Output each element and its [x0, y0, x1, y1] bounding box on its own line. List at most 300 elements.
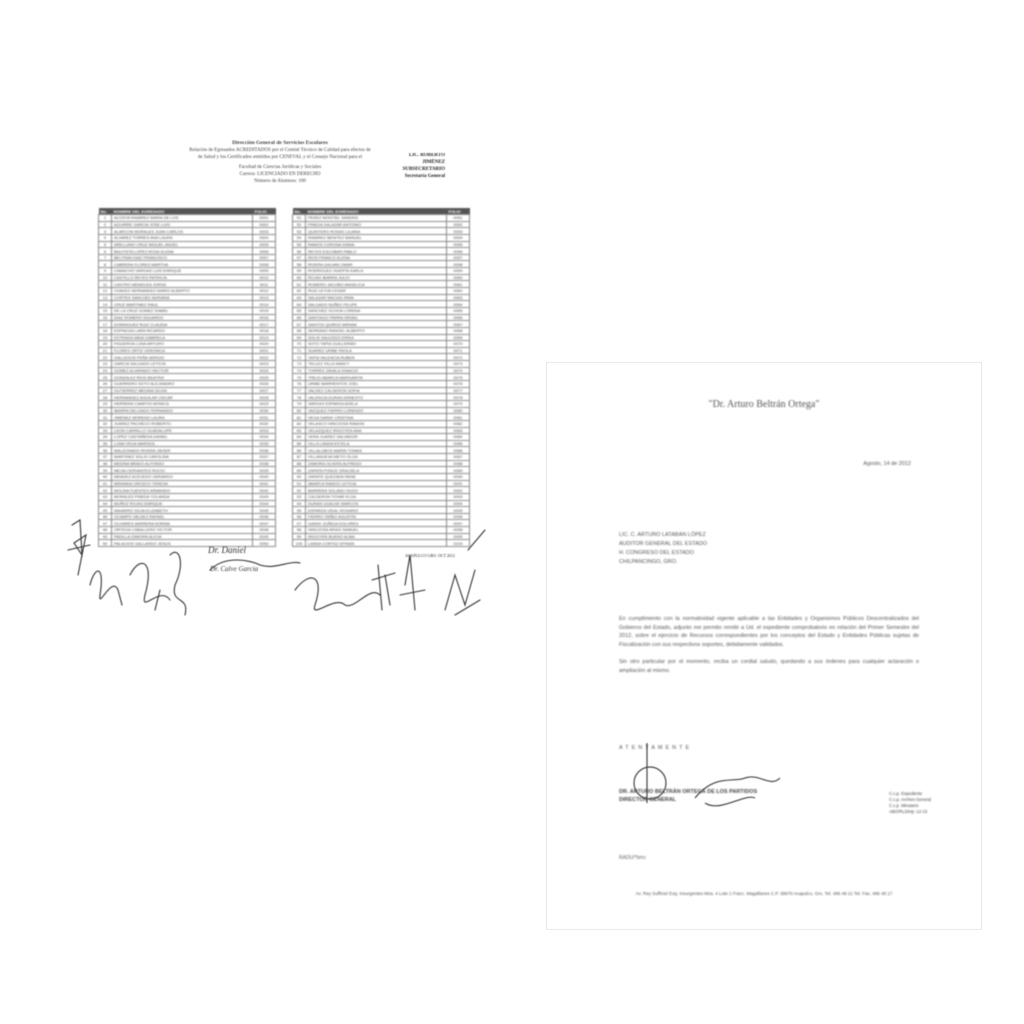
- row-number: 43: [99, 493, 112, 500]
- row-name: VILLALOBOS MARIN TOMAS: [306, 447, 447, 454]
- row-value: 0012: [253, 288, 276, 295]
- row-value: 0003: [253, 228, 276, 235]
- row-value: 0043: [253, 493, 276, 500]
- signature-date: ACAPULCO GRO. OCT 2012: [405, 553, 455, 558]
- list-column-right: [292, 208, 470, 547]
- row-name: MIRANDA OROZCO TERESA: [112, 480, 253, 487]
- table-row: [99, 467, 276, 474]
- row-name: BARRERA SOLANO HUGO: [306, 487, 447, 494]
- table-row: [293, 414, 470, 421]
- row-number: 71: [293, 347, 306, 354]
- row-value: 0007: [253, 254, 276, 261]
- row-name: ZARATE QUEZADA RENE: [306, 473, 447, 480]
- row-number: 70: [293, 341, 306, 348]
- row-value: 0023: [253, 361, 276, 368]
- table-row: [99, 394, 276, 401]
- row-name: TREJO ABARCA MARGARITA: [306, 374, 447, 381]
- row-value: 0052: [447, 221, 470, 228]
- row-number: 61: [293, 281, 306, 288]
- row-name: JUAREZ PACHECO ROBERTO: [112, 420, 253, 427]
- row-value: 0001: [253, 215, 276, 222]
- row-name: LUNA VEGA MARISOL: [112, 440, 253, 447]
- table-row: [293, 314, 470, 321]
- row-name: SUAREZ URIBE PAOLA: [306, 347, 447, 354]
- row-number: 67: [293, 321, 306, 328]
- row-number: 40: [99, 473, 112, 480]
- table-row: [293, 400, 470, 407]
- row-number: 55: [293, 241, 306, 248]
- row-name: MENDEZ ACEVEDO GERARDO: [112, 473, 253, 480]
- header-line-6: Número de Alumnos: 100: [254, 179, 306, 184]
- row-number: 48: [99, 527, 112, 534]
- row-value: 0046: [253, 513, 276, 520]
- signatures-area: [60, 515, 500, 635]
- row-name: CABRERA FLORES MARTHA: [112, 261, 253, 268]
- row-value: 0037: [253, 454, 276, 461]
- row-number: 7: [99, 254, 112, 261]
- row-number: 76: [293, 381, 306, 388]
- row-value: 0031: [253, 414, 276, 421]
- row-name: DE LA CRUZ GOMEZ ISABEL: [112, 307, 253, 314]
- row-name: BELTRAN DIAZ FRANCISCO: [112, 254, 253, 261]
- row-number: 36: [99, 447, 112, 454]
- row-number: 69: [293, 334, 306, 341]
- row-number: 17: [99, 321, 112, 328]
- row-name: MUÑOZ ROJAS ENRIQUE: [112, 500, 253, 507]
- row-number: 25: [99, 374, 112, 381]
- row-number: 77: [293, 387, 306, 394]
- table-row: [99, 460, 276, 467]
- row-value: 0038: [253, 460, 276, 467]
- row-value: 0085: [447, 440, 470, 447]
- header-line-5: Carrera: LICENCIADO EN DERECHO: [239, 172, 321, 177]
- table-row: [99, 248, 276, 255]
- table-row: [99, 241, 276, 248]
- row-value: 0084: [447, 434, 470, 441]
- official-letter: [546, 362, 982, 930]
- row-value: 0074: [447, 367, 470, 374]
- table-row: [293, 500, 470, 507]
- row-value: 0087: [447, 454, 470, 461]
- table-row: [99, 347, 276, 354]
- table-row: [99, 354, 276, 361]
- row-number: 87: [293, 454, 306, 461]
- row-name: VEGA GARAY CRISTINA: [306, 414, 447, 421]
- ccp-line-2: C.c.p. Archivo General: [889, 797, 931, 802]
- table-row: [293, 407, 470, 414]
- row-value: 0045: [253, 507, 276, 514]
- row-name: REYES ESCOBAR PABLO: [306, 248, 447, 255]
- row-number: 5: [99, 241, 112, 248]
- table-row: [293, 420, 470, 427]
- table-row: [99, 327, 276, 334]
- row-value: 0029: [253, 400, 276, 407]
- row-value: 0028: [253, 394, 276, 401]
- table-row: [293, 387, 470, 394]
- table-row: [99, 367, 276, 374]
- row-number: 34: [99, 434, 112, 441]
- row-number: 92: [293, 487, 306, 494]
- row-number: 53: [293, 228, 306, 235]
- paragraph-2: Sin otro particular por el momento, reciba un cordial saludo, quedando a sus órdenes para cualquier aclaración o ampliación al mismo.: [619, 659, 919, 674]
- row-number: 81: [293, 414, 306, 421]
- row-number: 46: [99, 513, 112, 520]
- table-row: [293, 268, 470, 275]
- stamp-line-1: LIC. ROBERTO JIMÉNEZ: [408, 153, 445, 165]
- table-row: [293, 248, 470, 255]
- row-name: GARCIA SALGADO LETICIA: [112, 361, 253, 368]
- row-value: 0041: [253, 480, 276, 487]
- table-row: [99, 493, 276, 500]
- row-value: 0080: [447, 407, 470, 414]
- row-value: 0075: [447, 374, 470, 381]
- row-name: CAMACHO VARGAS LUIS ENRIQUE: [112, 268, 253, 275]
- row-name: GUERRERO SOTO ALEJANDRO: [112, 381, 253, 388]
- table-row: [99, 294, 276, 301]
- table-row: [293, 467, 470, 474]
- row-number: 10: [99, 274, 112, 281]
- table-row: [293, 261, 470, 268]
- row-number: 4: [99, 234, 112, 241]
- row-name: LANDA CORTEZ EFRAIN: [306, 540, 447, 547]
- table-row: [99, 487, 276, 494]
- row-name: ESTRADA NAVA GABRIELA: [112, 334, 253, 341]
- row-value: 0026: [253, 381, 276, 388]
- row-name: FIERRO YAÑEZ AGUSTIN: [306, 513, 447, 520]
- row-name: MEDINA BRAVO ALFONSO: [112, 460, 253, 467]
- row-name: CHAVEZ HERNANDEZ MARIO ALBERTO: [112, 288, 253, 295]
- table-row: [293, 394, 470, 401]
- row-number: 62: [293, 288, 306, 295]
- row-value: 0086: [447, 447, 470, 454]
- table-row: [99, 480, 276, 487]
- row-value: 0081: [447, 414, 470, 421]
- row-value: 0030: [253, 407, 276, 414]
- row-number: 84: [293, 434, 306, 441]
- row-name: IRIGOYEN BUENO ALMA: [306, 533, 447, 540]
- table-row: [293, 221, 470, 228]
- row-value: 0058: [447, 261, 470, 268]
- row-value: 0049: [253, 533, 276, 540]
- row-value: 0034: [253, 434, 276, 441]
- row-number: 90: [293, 473, 306, 480]
- letter-body: [619, 615, 919, 684]
- col-value-header: FOLIO: [447, 208, 470, 215]
- row-number: 68: [293, 327, 306, 334]
- row-number: 60: [293, 274, 306, 281]
- row-value: 0008: [253, 261, 276, 268]
- row-number: 66: [293, 314, 306, 321]
- row-value: 0072: [447, 354, 470, 361]
- row-value: 0042: [253, 487, 276, 494]
- row-number: 3: [99, 228, 112, 235]
- row-value: 0055: [447, 241, 470, 248]
- row-name: PADILLA ZAMORA ALICIA: [112, 533, 253, 540]
- row-number: 12: [99, 288, 112, 295]
- table-row: [293, 215, 470, 222]
- row-number: 20: [99, 341, 112, 348]
- row-number: 89: [293, 467, 306, 474]
- table-row: [293, 327, 470, 334]
- row-number: 14: [99, 301, 112, 308]
- table-row: [293, 234, 470, 241]
- table-row: [293, 307, 470, 314]
- closing: ATENTAMENTE: [619, 745, 693, 751]
- signer-name: DR. ARTURO BELTRÁN ORTEGA DE LOS PARTIDOS: [619, 789, 758, 795]
- row-name: ALVAREZ TORRES ANA LAURA: [112, 234, 253, 241]
- letterhead: "Dr. Arturo Beltrán Ortega": [708, 399, 820, 410]
- table-row: [293, 460, 470, 467]
- table-row: [293, 440, 470, 447]
- row-value: 0018: [253, 327, 276, 334]
- table-row: [99, 427, 276, 434]
- row-value: 0066: [447, 314, 470, 321]
- signer-block: [619, 788, 757, 804]
- row-value: 0091: [447, 480, 470, 487]
- row-number: 94: [293, 500, 306, 507]
- row-number: 47: [99, 520, 112, 527]
- table-row: [99, 228, 276, 235]
- row-value: 0068: [447, 327, 470, 334]
- row-name: QUINTERO ROSAS LILIANA: [306, 228, 447, 235]
- row-value: 0099: [447, 533, 470, 540]
- row-value: 0027: [253, 387, 276, 394]
- row-number: 97: [293, 520, 306, 527]
- table-row: [293, 228, 470, 235]
- row-name: CRUZ MARTINEZ RAUL: [112, 301, 253, 308]
- row-name: CALDERON TOVAR ELSA: [306, 493, 447, 500]
- handwritten-signatures: [60, 515, 500, 635]
- table-row: [99, 221, 276, 228]
- table-row: [293, 254, 470, 261]
- row-name: SOTO TAPIA GUILLERMO: [306, 341, 447, 348]
- row-value: 0016: [253, 314, 276, 321]
- row-value: 0061: [447, 281, 470, 288]
- row-value: 0022: [253, 354, 276, 361]
- table-row: [293, 361, 470, 368]
- row-name: SANTOS QUIROZ MIRIAM: [306, 321, 447, 328]
- row-value: 0051: [447, 215, 470, 222]
- row-name: VILLANUEVA NIETO OLGA: [306, 454, 447, 461]
- row-number: 9: [99, 268, 112, 275]
- table-row: [293, 493, 470, 500]
- row-value: 0079: [447, 400, 470, 407]
- row-value: 0021: [253, 347, 276, 354]
- row-value: 0089: [447, 467, 470, 474]
- row-value: 0076: [447, 381, 470, 388]
- table-row: [99, 261, 276, 268]
- row-value: 0005: [253, 241, 276, 248]
- row-number: 21: [99, 347, 112, 354]
- row-name: VALDEZ CALDERON SOFIA: [306, 387, 447, 394]
- row-name: LEON CARRILLO GUADALUPE: [112, 427, 253, 434]
- row-number: 59: [293, 268, 306, 275]
- table-row: [99, 321, 276, 328]
- row-value: 0095: [447, 507, 470, 514]
- row-name: SANTIAGO PARRA ISRAEL: [306, 314, 447, 321]
- row-name: PINEDA SALAZAR ANTONIO: [306, 221, 447, 228]
- row-number: 85: [293, 440, 306, 447]
- row-number: 32: [99, 420, 112, 427]
- table-row: [99, 254, 276, 261]
- row-name: ROMERO JACOBO ANGELICA: [306, 281, 447, 288]
- row-number: 57: [293, 254, 306, 261]
- list-column-left: [98, 208, 276, 547]
- row-value: 0035: [253, 440, 276, 447]
- row-name: HERNANDEZ AGUILAR OSCAR: [112, 394, 253, 401]
- row-name: GALLEGOS PEÑA SERGIO: [112, 354, 253, 361]
- row-number: 6: [99, 248, 112, 255]
- row-value: 0063: [447, 294, 470, 301]
- row-value: 0033: [253, 427, 276, 434]
- row-number: 98: [293, 527, 306, 534]
- row-name: RIOS FRANCO ELENA: [306, 254, 447, 261]
- row-name: RUIZ LEYVA CESAR: [306, 288, 447, 295]
- row-value: 0050: [253, 540, 276, 547]
- row-number: 39: [99, 467, 112, 474]
- row-number: 42: [99, 487, 112, 494]
- table-row: [99, 234, 276, 241]
- row-number: 1: [99, 215, 112, 222]
- signer-title: DIRECTOR GENERAL: [619, 797, 677, 803]
- row-value: 0002: [253, 221, 276, 228]
- letter-date: Agosto, 14 de 2012: [863, 461, 911, 467]
- row-number: 52: [293, 221, 306, 228]
- row-value: 0097: [447, 520, 470, 527]
- signature-label-1: Dr. Daniel: [208, 545, 246, 555]
- row-value: 0094: [447, 500, 470, 507]
- row-value: 0092: [447, 487, 470, 494]
- row-name: GARAY ZUÑIGA DOLORES: [306, 520, 447, 527]
- row-number: 28: [99, 394, 112, 401]
- row-number: 80: [293, 407, 306, 414]
- row-name: MARTINEZ SOLIS CAROLINA: [112, 454, 253, 461]
- table-row: [99, 288, 276, 295]
- row-name: TELLEZ VILLA NANCY: [306, 361, 447, 368]
- row-name: RAMOS CORONA DIANA: [306, 241, 447, 248]
- table-row: [99, 414, 276, 421]
- row-number: 18: [99, 327, 112, 334]
- row-value: 0064: [447, 301, 470, 308]
- row-value: 0077: [447, 387, 470, 394]
- row-value: 0004: [253, 234, 276, 241]
- table-row: [99, 387, 276, 394]
- row-number: 56: [293, 248, 306, 255]
- row-number: 45: [99, 507, 112, 514]
- row-value: 0069: [447, 334, 470, 341]
- row-value: 0014: [253, 301, 276, 308]
- recipient-block: [619, 531, 707, 567]
- row-number: 26: [99, 381, 112, 388]
- paragraph-1: En cumplimiento con la normatividad vigente aplicable a las Entidades y Organismos Públicos Descentralizados del Gobierno del Estado, adjunto me permito remitir a Ud. el expediente comprobatorio en relación del Primer Semestre del 2012, sobre el ejercicio de Recursos correspondientes por los conceptos del Estado y Entidades Públicas sujetas de Fiscalización con sus respectivos soportes, debidamente validados.: [619, 616, 919, 648]
- row-number: 72: [293, 354, 306, 361]
- row-name: OCAMPO VALDEZ RAFAEL: [112, 513, 253, 520]
- row-value: 0073: [447, 361, 470, 368]
- header-line-2: Relación de Egresados ACREDITADOS por el Comité Técnico de Calidad para efectos de: [189, 148, 371, 153]
- row-name: ARELLANO CRUZ MIGUEL ANGEL: [112, 241, 253, 248]
- row-value: 0065: [447, 307, 470, 314]
- table-row: [99, 400, 276, 407]
- table-row: [99, 454, 276, 461]
- row-name: PEREZ MONTIEL SANDRA: [306, 215, 447, 222]
- row-value: 0071: [447, 347, 470, 354]
- row-number: 22: [99, 354, 112, 361]
- row-name: VELASCO HINOJOSA RAMON: [306, 420, 447, 427]
- row-name: TAPIA VALENCIA RUBEN: [306, 354, 447, 361]
- table-row: [99, 507, 276, 514]
- table-row: [293, 367, 470, 374]
- table-row: [293, 288, 470, 295]
- row-number: 65: [293, 307, 306, 314]
- recipient-line-3: H. CONGRESO DEL ESTADO: [619, 550, 694, 556]
- row-name: SALGADO NUÑEZ FELIPE: [306, 301, 447, 308]
- row-name: FLORES ORTIZ VERONICA: [112, 347, 253, 354]
- table-row: [293, 487, 470, 494]
- ccp-line-3: C.c.p. Minutario: [889, 803, 919, 808]
- table-row: [293, 334, 470, 341]
- row-value: 0053: [447, 228, 470, 235]
- row-number: 44: [99, 500, 112, 507]
- row-value: 0088: [447, 460, 470, 467]
- row-name: CASTRO MENDOZA JORGE: [112, 281, 253, 288]
- row-name: HERRERA CAMPOS MONICA: [112, 400, 253, 407]
- row-name: BAUTISTA LOPEZ ROSA ELENA: [112, 248, 253, 255]
- official-stamp: [385, 152, 445, 180]
- table-row: [293, 473, 470, 480]
- recipient-line-1: LIC. C. ARTURO LATABAN LÓPEZ: [619, 532, 706, 538]
- row-value: 0054: [447, 234, 470, 241]
- row-name: OLIVARES BARRERA NORMA: [112, 520, 253, 527]
- row-name: IBARRA DELGADO FERNANDO: [112, 407, 253, 414]
- table-row: [293, 427, 470, 434]
- row-name: ALARCON MORALES JUAN CARLOS: [112, 228, 253, 235]
- table-row: [293, 294, 470, 301]
- row-name: VILLA LANDA ESTELA: [306, 440, 447, 447]
- row-value: 0019: [253, 334, 276, 341]
- row-value: 0062: [447, 288, 470, 295]
- student-rows-right: [293, 215, 470, 547]
- row-name: JIMENEZ MORENO LAURA: [112, 414, 253, 421]
- table-row: [99, 434, 276, 441]
- row-value: 0036: [253, 447, 276, 454]
- row-number: 86: [293, 447, 306, 454]
- table-row: [293, 354, 470, 361]
- ccp-line-1: C.c.p. Expediente: [889, 791, 923, 796]
- table-row: [293, 507, 470, 514]
- table-row: [293, 341, 470, 348]
- row-value: 0044: [253, 500, 276, 507]
- table-row: [99, 274, 276, 281]
- table-row: [99, 420, 276, 427]
- row-number: 91: [293, 480, 306, 487]
- col-value-header: FOLIO: [253, 208, 276, 215]
- row-value: 0070: [447, 341, 470, 348]
- row-value: 0096: [447, 513, 470, 520]
- row-number: 2: [99, 221, 112, 228]
- row-name: ZAMORA OLVERA ALFREDO: [306, 460, 447, 467]
- row-value: 0056: [447, 248, 470, 255]
- row-number: 88: [293, 460, 306, 467]
- row-name: SOLIS SAUCEDO ERIKA: [306, 334, 447, 341]
- row-name: MALDONADO RIVERA JAVIER: [112, 447, 253, 454]
- table-row: [293, 347, 470, 354]
- row-value: 0048: [253, 527, 276, 534]
- table-row: [99, 374, 276, 381]
- table-row: [99, 473, 276, 480]
- row-name: GOMEZ ALVARADO HECTOR: [112, 367, 253, 374]
- seal-and-signature-icon: [625, 743, 785, 823]
- row-name: VELAZQUEZ IRIGOYEN ANA: [306, 427, 447, 434]
